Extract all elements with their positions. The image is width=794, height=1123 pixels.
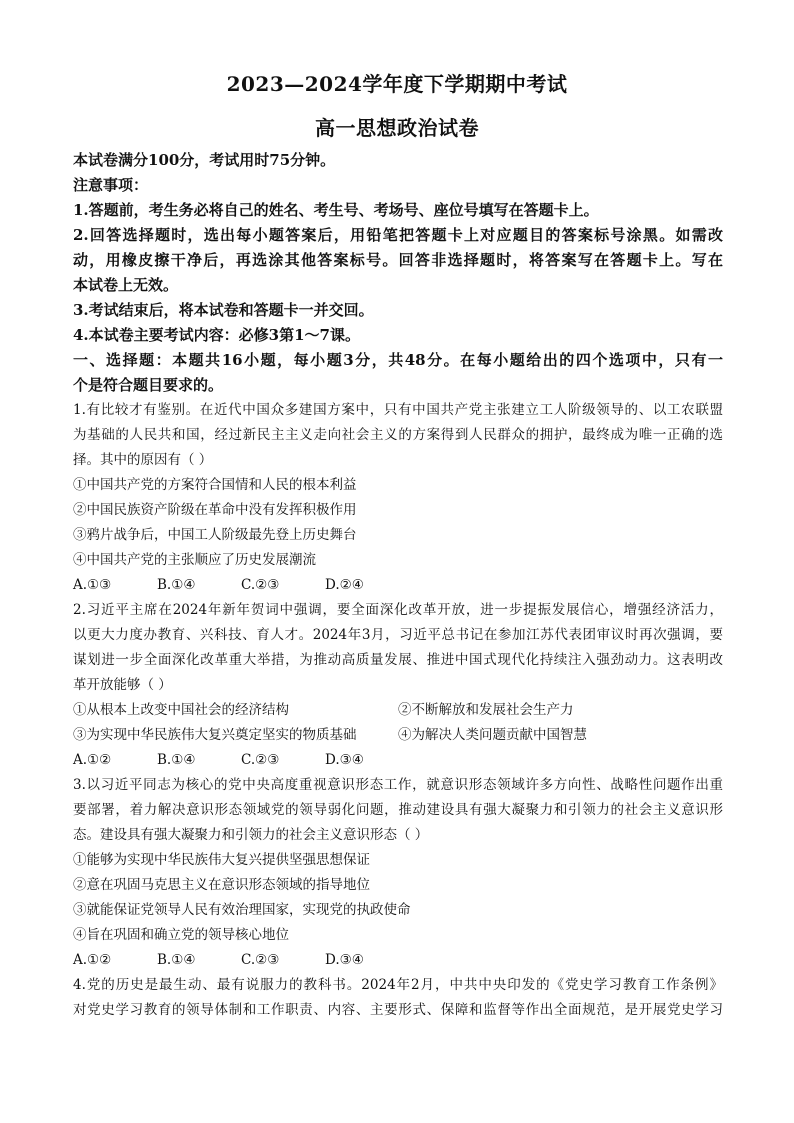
q2-statement-2: ②不断解放和发展社会生产力 — [398, 702, 574, 718]
notice-item-3: 3.考试结束后，将本试卷和答题卡一并交回。 — [73, 301, 374, 319]
notice-item-4: 4.本试卷主要考试内容：必修3第1～7课。 — [73, 326, 360, 344]
q1-stem-line-1: 1.有比较才有鉴别。在近代中国众多建国方案中，只有中国共产党主张建立工人阶级领导的、以工农联盟 — [73, 402, 723, 418]
q2-stem-line-1: 2.习近平主席在2024年新年贺词中强调，要全面深化改革开放，进一步提振发展信心，增强经济活力， — [73, 602, 723, 618]
q3-option-b: B.①④ — [157, 952, 196, 968]
q3-option-d: D.③④ — [325, 952, 364, 968]
q3-options — [73, 948, 723, 973]
q4-stem-line-1: 4.党的历史是最生动、最有说服力的教科书。2024年2月，中共中央印发的《党史学习教育工作条例》 — [73, 977, 723, 993]
q1-options — [73, 573, 723, 598]
intro-line: 本试卷满分100分，考试用时75分钟。 — [73, 151, 336, 169]
exam-subtitle: 高一思想政治试卷 — [315, 116, 479, 140]
q3-statement-1: ①能够为实现中华民族伟大复兴提供坚强思想保证 — [73, 852, 370, 868]
q1-option-a: A.①③ — [73, 577, 112, 593]
notice-heading: 注意事项： — [73, 176, 149, 194]
exam-body — [73, 148, 723, 1023]
notice-item-2-line-3: 本试卷上无效。 — [73, 276, 179, 294]
q2-option-b: B.①④ — [157, 752, 196, 768]
q1-statement-1: ①中国共产党的方案符合国情和人民的根本利益 — [73, 477, 357, 493]
q2-options — [73, 748, 723, 773]
exam-title: 2023—2024学年度下学期期中考试 — [226, 72, 568, 96]
q1-option-c: C.②③ — [241, 577, 280, 593]
q2-statement-3: ③为实现中华民族伟大复兴奠定坚实的物质基础 — [73, 727, 357, 743]
q2-statements-row-2 — [73, 723, 723, 748]
q2-stem-line-3: 谋划进一步全面深化改革重大举措，为推动高质量发展、推进中国式现代化持续注入强劲动力。这表明改 — [73, 652, 723, 668]
q2-option-c: C.②③ — [241, 752, 280, 768]
q3-option-c: C.②③ — [241, 952, 280, 968]
notice-item-2-line-1: 2.回答选择题时，选出每小题答案后，用铅笔把答题卡上对应题目的答案标号涂黑。如需改 — [73, 226, 723, 244]
q2-option-a: A.①② — [73, 752, 112, 768]
q1-statement-2: ②中国民族资产阶级在革命中没有发挥积极作用 — [73, 502, 357, 518]
q2-statement-4: ④为解决人类问题贡献中国智慧 — [398, 727, 587, 743]
q2-statement-1: ①从根本上改变中国社会的经济结构 — [73, 702, 289, 718]
q1-stem-line-2: 为基础的人民共和国，经过新民主主义走向社会主义的方案得到人民群众的拥护，最终成为唯一正确的选 — [73, 427, 723, 443]
q2-stem-line-4: 革开放能够（ ） — [73, 677, 172, 693]
q3-stem-line-3: 态。建设具有强大凝聚力和引领力的社会主义意识形态（ ） — [73, 827, 429, 843]
q1-option-b: B.①④ — [157, 577, 196, 593]
notice-item-1: 1.答题前，考生务必将自己的姓名、考生号、考场号、座位号填写在答题卡上。 — [73, 201, 599, 219]
q3-stem-line-1: 3.以习近平同志为核心的党中央高度重视意识形态工作，就意识形态领域许多方向性、战略性问题作出重 — [73, 777, 723, 793]
q1-statement-3: ③鸦片战争后，中国工人阶级最先登上历史舞台 — [73, 527, 357, 543]
q3-statement-3: ③就能保证党领导人民有效治理国家，实现党的执政使命 — [73, 902, 411, 918]
section-heading-line-1: 一、选择题：本题共16小题，每小题3分，共48分。在每小题给出的四个选项中，只有一 — [73, 351, 723, 369]
q3-statement-2: ②意在巩固马克思主义在意识形态领域的指导地位 — [73, 877, 370, 893]
q1-option-d: D.②④ — [325, 577, 364, 593]
q2-statements-row-1 — [73, 698, 723, 723]
section-heading-line-2: 个是符合题目要求的。 — [73, 376, 224, 394]
q2-option-d: D.③④ — [325, 752, 364, 768]
notice-item-2-line-2: 动，用橡皮擦干净后，再选涂其他答案标号。回答非选择题时，将答案写在答题卡上。写在 — [73, 251, 723, 269]
q3-option-a: A.①② — [73, 952, 112, 968]
q1-stem-line-3: 择。其中的原因有（ ） — [73, 452, 213, 468]
q2-stem-line-2: 以更大力度办教育、兴科技、育人才。2024年3月，习近平总书记在参加江苏代表团审议时再次强调，要 — [73, 627, 723, 643]
q3-statement-4: ④旨在巩固和确立党的领导核心地位 — [73, 927, 289, 943]
q1-statement-4: ④中国共产党的主张顺应了历史发展潮流 — [73, 552, 316, 568]
q4-stem-line-2: 对党史学习教育的领导体制和工作职责、内容、主要形式、保障和监督等作出全面规范，是开展党史学习 — [73, 1002, 723, 1018]
q3-stem-line-2: 要部署，着力解决意识形态领域党的领导弱化问题，推动建设具有强大凝聚力和引领力的社会主义意识形 — [73, 802, 723, 818]
